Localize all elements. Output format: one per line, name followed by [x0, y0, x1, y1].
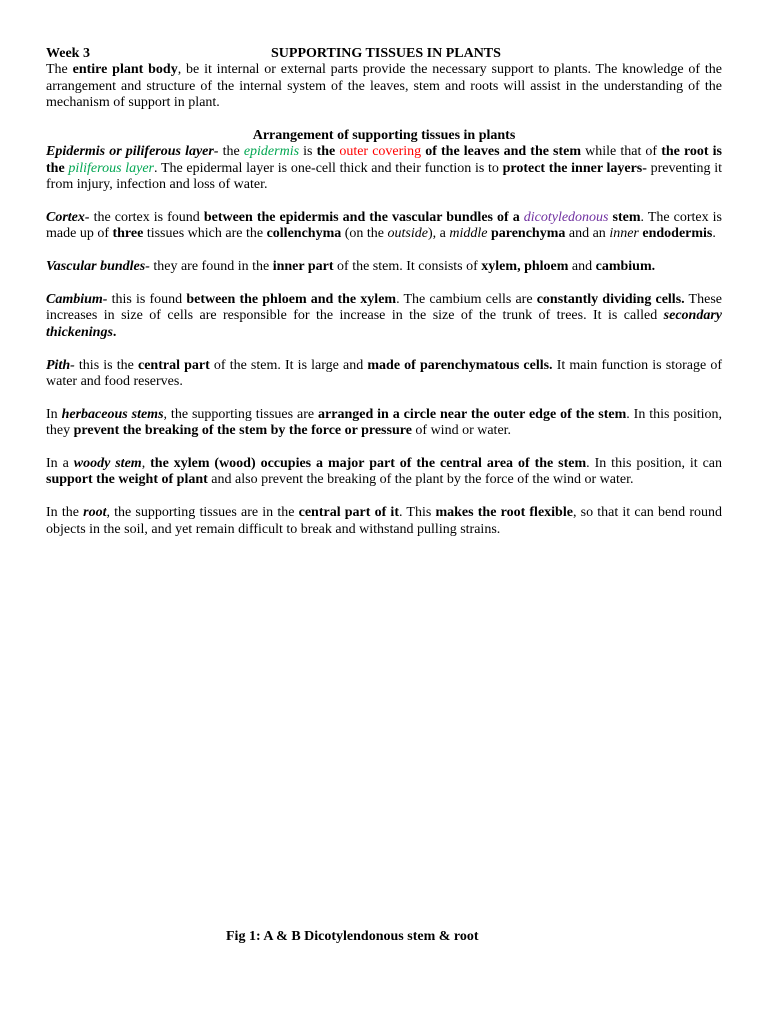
- page-header: [46, 46, 722, 62]
- week-label: Week 3: [46, 46, 90, 61]
- paragraph-pith: Pith- this is the central part of the stem. It is large and made of parenchymatous cells. It main function is storage of water and food reserves.: [46, 357, 722, 390]
- document-body: [46, 46, 722, 538]
- section-subtitle: Arrangement of supporting tissues in plants: [252, 128, 516, 143]
- figure-caption: Fig 1: A & B Dicotylendonous stem & root: [226, 929, 479, 944]
- page-title: SUPPORTING TISSUES IN PLANTS: [271, 46, 501, 61]
- paragraph-vascular-bundles: Vascular bundles- they are found in the inner part of the stem. It consists of xylem, phloem and cambium.: [46, 259, 656, 275]
- paragraph-cambium: Cambium- this is found between the phloem and the xylem. The cambium cells are constantly dividing cells. These increases in size of cells are responsible for the increase in the size of the trunk of trees. It is called secondary thickenings.: [46, 292, 722, 340]
- paragraph-epidermis: Epidermis or piliferous layer- the epidermis is the outer covering of the leaves and the stem while that of the root is the piliferous layer. The epidermal layer is one-cell thick and their function is to protect the inner layers- preventing it from injury, infection and loss of water.: [46, 144, 722, 193]
- paragraph-cortex: Cortex- the cortex is found between the epidermis and the vascular bundles of a dicotyledonous stem. The cortex is made up of three tissues which are the collenchyma (on the outside), a middle parenchyma and an inner endodermis.: [46, 210, 722, 242]
- paragraph-herbaceous-stems: In herbaceous stems, the supporting tissues are arranged in a circle near the outer edge of the stem. In this position, they prevent the breaking of the stem by the force or pressure of wind or water.: [46, 406, 723, 439]
- intro-paragraph: The entire plant body, be it internal or external parts provide the necessary support to plants. The knowledge of the arrangement and structure of the internal system of the leaves, stem and roots will assist in the understanding of the mechanism of support in plant.: [46, 62, 723, 111]
- paragraph-root: In the root, the supporting tissues are in the central part of it. This makes the root flexible, so that it can bend round objects in the soil, and yet remain difficult to break and withstand pulling strains.: [46, 505, 723, 537]
- paragraph-woody-stem: In a woody stem, the xylem (wood) occupies a major part of the central area of the stem. In this position, it can support the weight of plant and also prevent the breaking of the plant by the force of the wind or water.: [46, 456, 723, 488]
